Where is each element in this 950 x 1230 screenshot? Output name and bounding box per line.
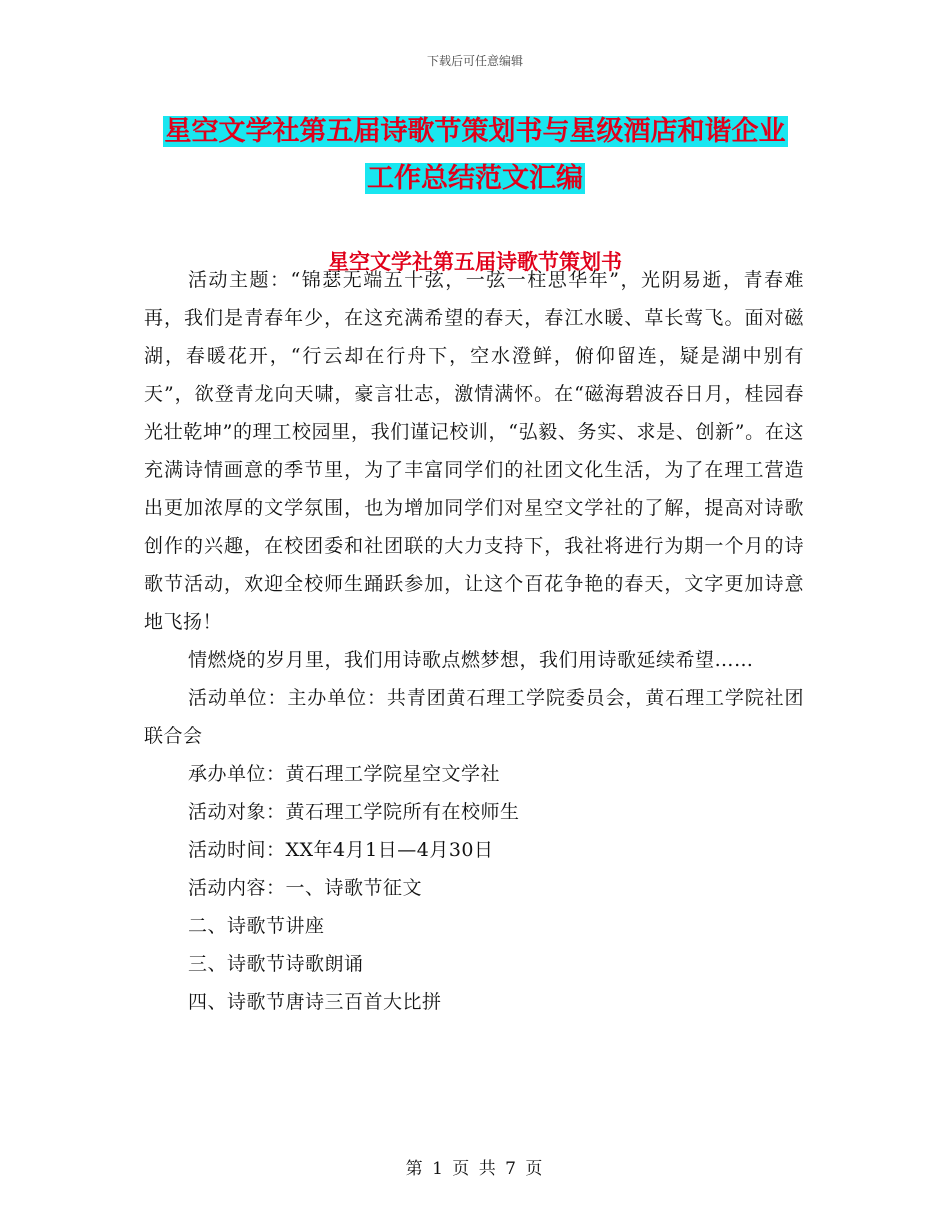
paragraph-passion: 情燃烧的岁月里，我们用诗歌点燃梦想，我们用诗歌延续希望…… [188,649,754,671]
page-header-note: 下载后可任意编辑 [426,54,523,68]
paragraph-content-2: 二、诗歌节讲座 [188,915,325,937]
paragraph-audience: 活动对象：黄石理工学院所有在校师生 [188,801,520,823]
paragraph-theme: 活动主题：“锦瑟无端五十弦，一弦一柱思华年”，光阴易逝，青春难再，我们是青春年少，在这充满希望的春天，春江水暖、草长莺飞。面对磁湖，春暖花开，“行云却在行舟下，空水澄鲜，俯仰留连，疑是湖中别有天”，欲登青龙向天啸，豪言壮志，激情满怀。在“磁海碧波吞日月，桂园春光壮乾坤”的理工校园里，我们谨记校训，“弘毅、务实、求是、创新”。在这充满诗情画意的季节里，为了丰富同学们的社团文化生活，为了在理工营造出更加浓厚的文学氛围，也为增加同学们对星空文学社的了解，提高对诗歌创作的兴趣，在校团委和社团联的大力支持下，我社将进行为期一个月的诗歌节活动，欢迎全校师生踊跃参加，让这个百花争艳的春天，文字更加诗意地飞扬！ [144,269,804,633]
document-title [0,108,950,202]
paragraph-content-3: 三、诗歌节诗歌朗诵 [188,953,364,975]
document-title-line-2: 工作总结范文汇编 [367,163,583,194]
paragraph-host: 承办单位：黄石理工学院星空文学社 [188,763,501,785]
paragraph-content-1: 活动内容：一、诗歌节征文 [188,877,423,899]
document-title-line-1: 星空文学社第五届诗歌节策划书与星级酒店和谐企业 [164,116,786,147]
paragraph-organizers: 活动单位：主办单位：共青团黄石理工学院委员会，黄石理工学院社团联合会 [144,687,804,747]
page-footer: 第 1 页 共 7 页 [405,1159,545,1179]
paragraph-content-4: 四、诗歌节唐诗三百首大比拼 [188,991,442,1013]
paragraph-time: 活动时间：XX年4月1日—4月30日 [188,839,494,861]
document-body [144,268,804,1021]
section-title: 星空文学社第五届诗歌节策划书 [328,250,622,274]
